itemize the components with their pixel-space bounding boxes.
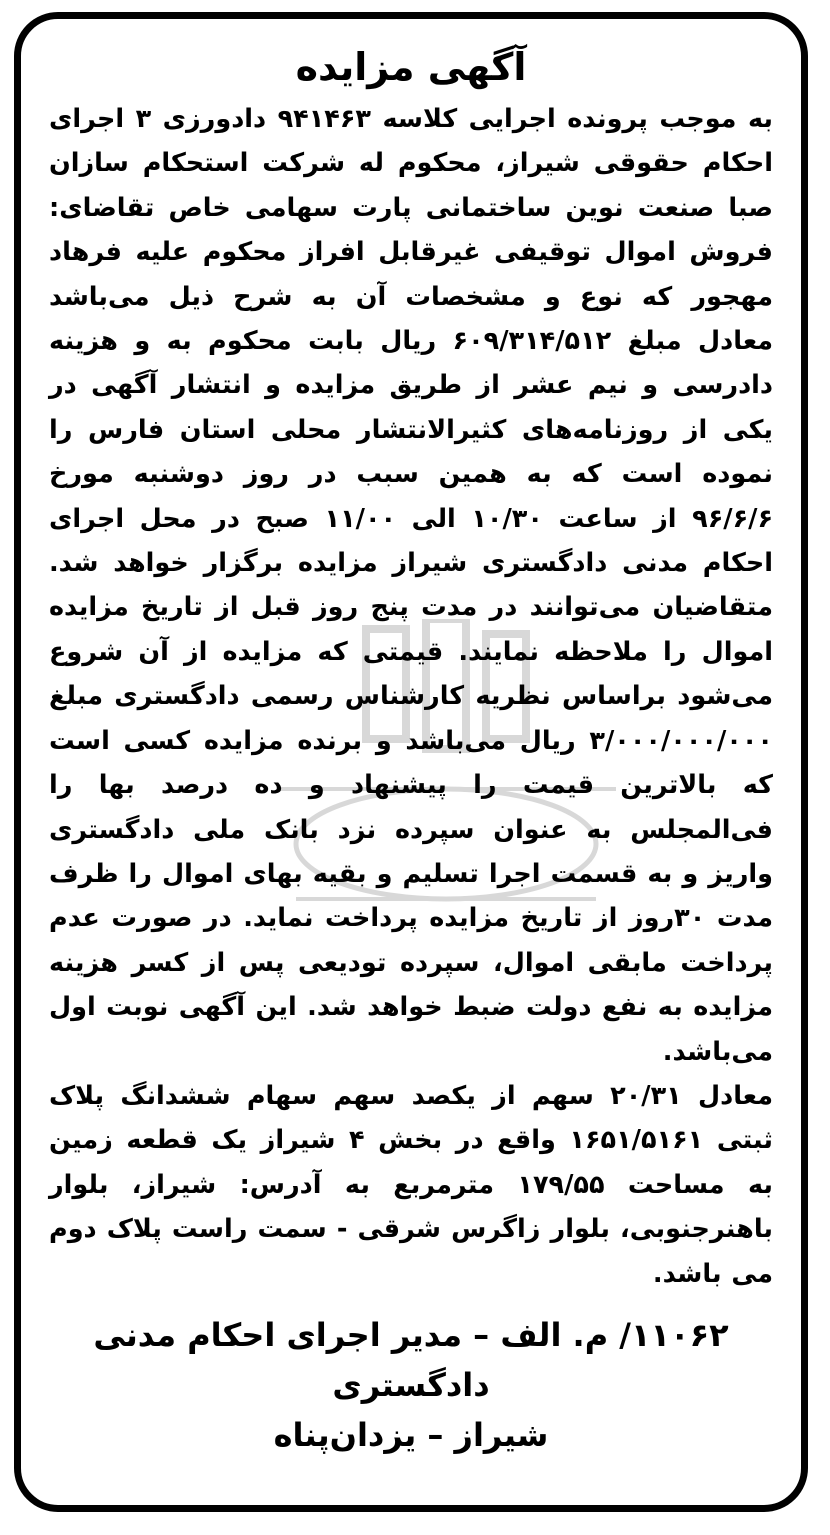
- property-description: معادل ۲۰/۳۱ سهم از یکصد سهم سهام ششدانگ پلاک ثبتی ۱۶۵۱/۵۱۶۱ واقع در بخش ۴ شیراز یک قطعه زمین به مساحت ۱۷۹/۵۵ مترمربع به آدرس: شیراز، بلوار باهنرجنوبی، بلوار زاگرس شرقی - سمت راست پلاک دوم می باشد.: [49, 1080, 774, 1289]
- notice-content: [21, 19, 801, 1505]
- notice-frame: [14, 12, 808, 1512]
- notice-body: به موجب پرونده اجرایی کلاسه ۹۴۱۴۶۳ دادورزی ۳ اجرای احکام حقوقی شیراز، محکوم له شرکت استحکام سازان صبا صنعت نوین ساختمانی پارت سهامی خاص تقاضای: فروش اموال توقیفی غیرقابل افراز محکوم علیه فرهاد مهجور که نوع و مشخصات آن به شرح ذیل می‌باشد معادل مبلغ ۶۰۹/۳۱۴/۵۱۲ ریال بابت محکوم به و هزینه دادرسی و نیم عشر از طریق مزایده و انتشار آگهی در یکی از روزنامه‌های کثیرالانتشار محلی استان فارس را نموده است که به همین سبب در روز دوشنبه مورخ ۹۶/۶/۶ از ساعت ۱۰/۳۰ الی ۱۱/۰۰ صبح در محل اجرای احکام مدنی دادگستری شیراز مزایده برگزار خواهد شد. متقاضیان می‌توانند در مدت پنج روز قبل از تاریخ مزایده اموال را ملاحظه نمایند. قیمتی که مزایده از آن شروع می‌شود براساس نظریه کارشناس رسمی دادگستری مبلغ ۳/۰۰۰/۰۰۰/۰۰۰ ریال می‌باشد و برنده مزایده کسی است که بالاترین قیمت را پیشنهاد و ده درصد بها را فی‌المجلس به عنوان سپرده نزد بانک ملی دادگستری واریز و به قسمت اجرا تسلیم و بقیه بهای اموال را ظرف مدت ۳۰روز از تاریخ مزایده پرداخت نماید. در صورت عدم پرداخت مابقی اموال، سپرده تودیعی پس از کسر هزینه مزایده به نفع دولت ضبط خواهد شد. این آگهی نوبت اول می‌باشد.: [49, 104, 774, 1067]
- notice-footer: [49, 1310, 773, 1460]
- footer-signature-name: شیراز – یزدان‌پناه: [273, 1415, 549, 1454]
- notice-title: آگهی مزایده: [295, 45, 527, 89]
- footer-signature-line: ۱۱۰۶۲/ م. الف – مدیر اجرای احکام مدنی دادگستری: [93, 1315, 729, 1404]
